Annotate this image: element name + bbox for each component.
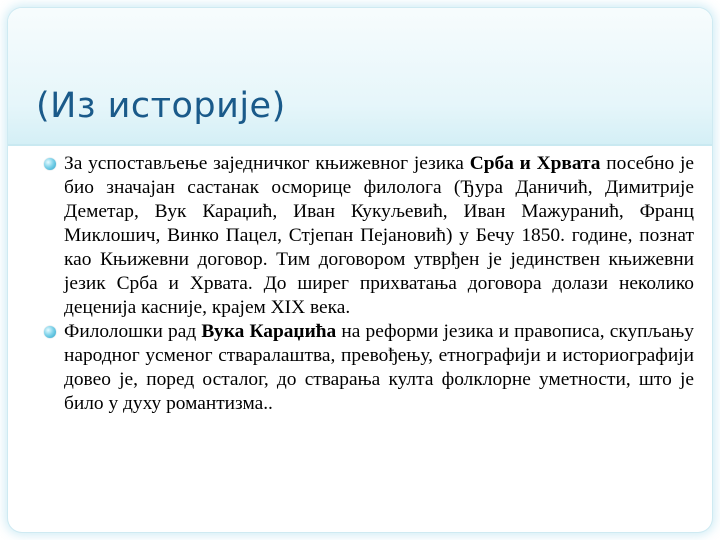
bullet-marker-icon — [44, 326, 56, 338]
bullet-text-part: За успостављење заједничког књижевног језика — [64, 153, 470, 174]
bullet-item — [44, 152, 694, 320]
bullet-text-bold: Срба и Хрвата — [469, 153, 601, 174]
bullet-marker-icon — [44, 158, 56, 170]
bullet-text-part: на реформи језика и правописа, скупљању народног усменог стваралаштва, превођењу, етнографији и историографији довео је, поред осталог, до стварања култа фолклорне уметности, што је било у духу романтизма.. — [64, 321, 694, 414]
bullet-text-part: посебно је био значајан састанак осморице филолога (Ђура Даничић, Димитрије Деметар, Вук Караџић, Иван Кукуљевић, Иван Мажуранић, Франц Миклошич, Винко Пацел, Стјепан Пејановић) у Бечу 1850. године, познат као Књижевни договор. Тим договором утврђен је јединствен књижевни језик Срба и Хрвата. До ширег прихватања договора долази неколико деценија касније, крајем XIX века. — [64, 153, 694, 318]
slide-title: (Из историје) — [36, 86, 286, 126]
bullet-text-bold: Вука Караџића — [201, 321, 337, 342]
bullet-text-part: Филолошки рад — [64, 321, 202, 342]
bullet-list — [44, 152, 694, 416]
title-divider — [8, 144, 712, 146]
bullet-item — [44, 320, 694, 416]
